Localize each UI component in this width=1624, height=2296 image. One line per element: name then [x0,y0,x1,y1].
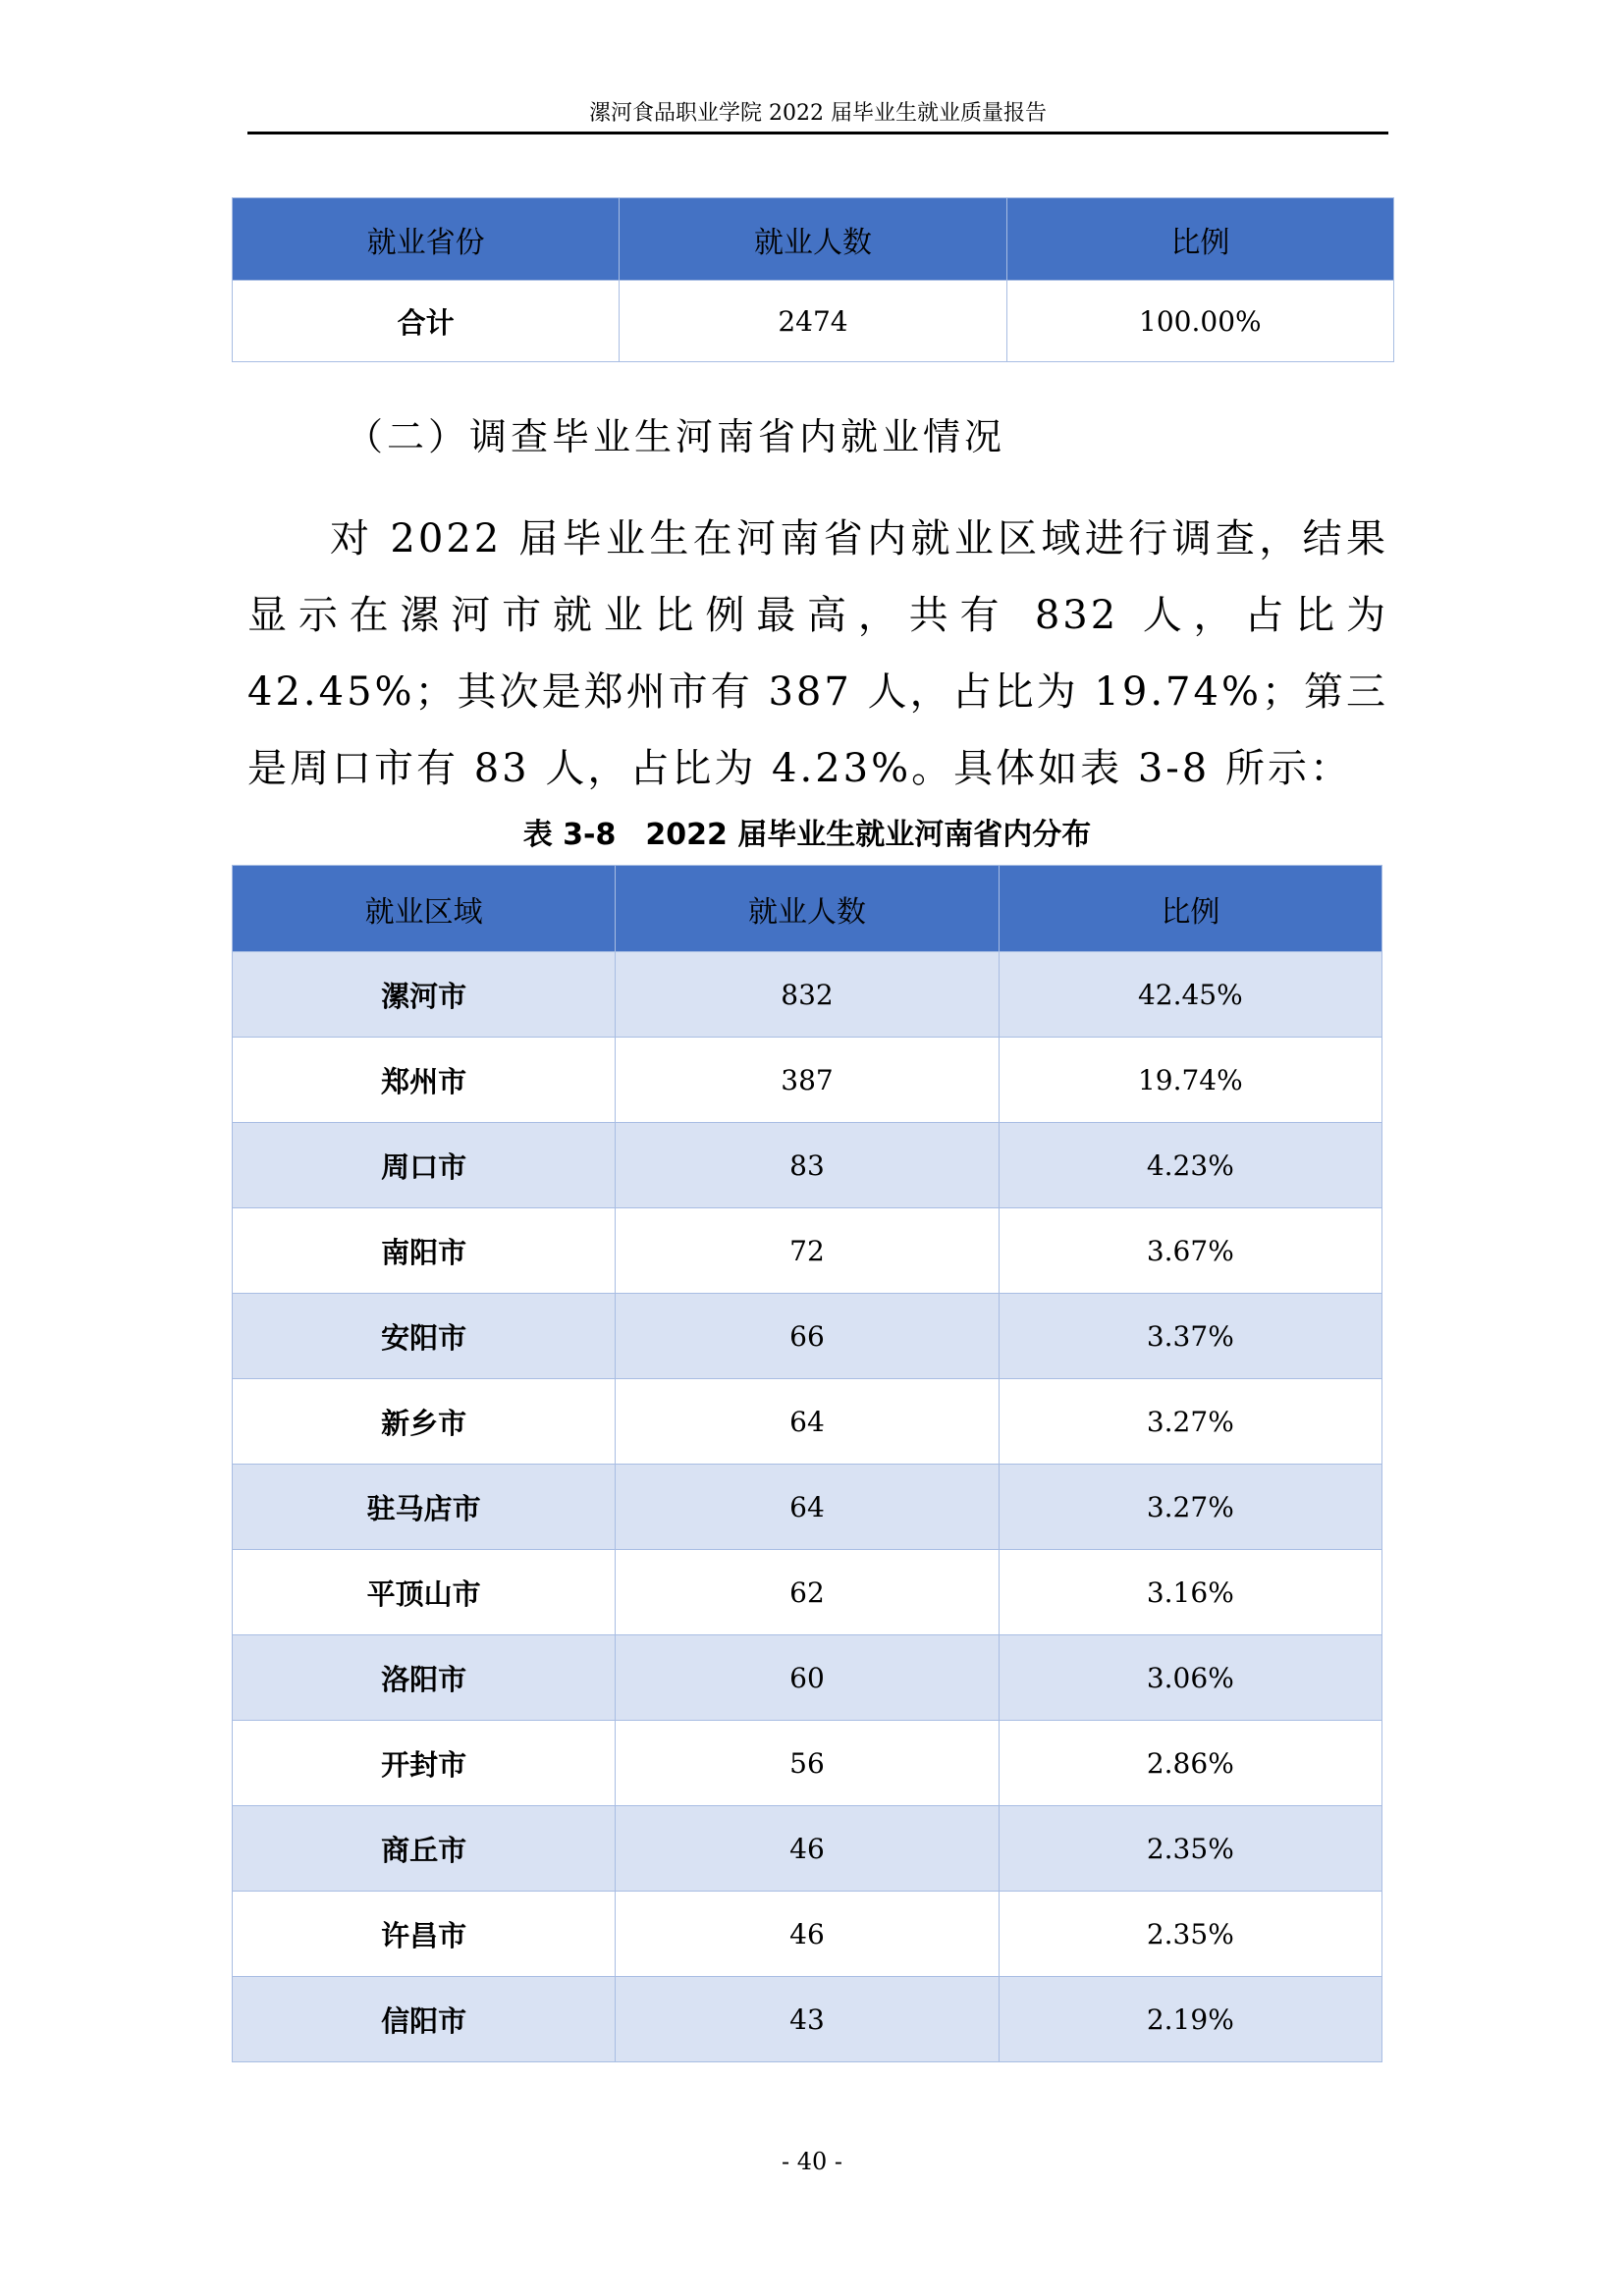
table-cell: 72 [616,1208,999,1294]
table-cell: 66 [616,1294,999,1379]
table-header-row [233,198,1394,281]
column-header: 就业人数 [616,866,999,952]
henan-distribution-table [232,865,1382,2062]
table-cell: 洛阳市 [233,1635,616,1721]
table-cell: 许昌市 [233,1892,616,1977]
table-cell: 100.00% [1006,281,1393,362]
column-header: 比例 [1006,198,1393,281]
table-row [233,1721,1382,1806]
header-rule [247,132,1388,134]
table-cell: 2.86% [999,1721,1381,1806]
page-number: - 40 - [781,2148,842,2175]
table-cell: 信阳市 [233,1977,616,2062]
table-cell: 64 [616,1465,999,1550]
table-cell: 42.45% [999,952,1381,1038]
table-cell: 46 [616,1806,999,1892]
table-row [233,1294,1382,1379]
table-cell: 3.27% [999,1379,1381,1465]
table-row [233,1123,1382,1208]
table-cell: 南阳市 [233,1208,616,1294]
table-cell: 60 [616,1635,999,1721]
table-cell: 56 [616,1721,999,1806]
column-header: 就业省份 [233,198,620,281]
table-cell: 62 [616,1550,999,1635]
table-cell: 3.06% [999,1635,1381,1721]
table-cell: 19.74% [999,1038,1381,1123]
table-cell: 驻马店市 [233,1465,616,1550]
table-cell: 43 [616,1977,999,2062]
table-cell: 2474 [620,281,1006,362]
table-row [233,1892,1382,1977]
table-cell: 3.16% [999,1550,1381,1635]
table-cell: 安阳市 [233,1294,616,1379]
table-cell: 832 [616,952,999,1038]
table-cell: 漯河市 [233,952,616,1038]
table-header-row [233,866,1382,952]
table-row [233,1635,1382,1721]
table-row [233,1977,1382,2062]
table-cell: 郑州市 [233,1038,616,1123]
table-row [233,1550,1382,1635]
table-cell: 新乡市 [233,1379,616,1465]
table-row [233,1379,1382,1465]
table-row [233,1208,1382,1294]
table-cell: 2.35% [999,1806,1381,1892]
table-cell: 387 [616,1038,999,1123]
section-heading: （二）调查毕业生河南省内就业情况 [346,415,1006,458]
table-row [233,1806,1382,1892]
table-row [233,1465,1382,1550]
table-cell: 3.27% [999,1465,1381,1550]
table-cell: 3.67% [999,1208,1381,1294]
table-cell: 商丘市 [233,1806,616,1892]
province-total-table [232,197,1394,362]
table-cell: 周口市 [233,1123,616,1208]
table-cell: 平顶山市 [233,1550,616,1635]
table-cell: 2.35% [999,1892,1381,1977]
table-cell: 开封市 [233,1721,616,1806]
table-row [233,952,1382,1038]
column-header: 就业区域 [233,866,616,952]
table-cell: 4.23% [999,1123,1381,1208]
body-paragraph: 对 2022 届毕业生在河南省内就业区域进行调查，结果显示在漯河市就业比例最高，共有 832 人，占比为 42.45%；其次是郑州市有 387 人，占比为 19.74%；第三是周口市有 83 人，占比为 4.23%。具体如表 3-8 所示： [247,516,1388,791]
table-cell: 64 [616,1379,999,1465]
table-cell: 46 [616,1892,999,1977]
column-header: 比例 [999,866,1381,952]
table-cell: 83 [616,1123,999,1208]
table-caption: 表 3-8 2022 届毕业生就业河南省内分布 [522,818,1092,852]
column-header: 就业人数 [620,198,1006,281]
running-header: 漯河食品职业学院 2022 届毕业生就业质量报告 [589,101,1047,126]
table-cell: 合计 [233,281,620,362]
table-cell: 3.37% [999,1294,1381,1379]
table-row [233,281,1394,362]
table-cell: 2.19% [999,1977,1381,2062]
table-row [233,1038,1382,1123]
